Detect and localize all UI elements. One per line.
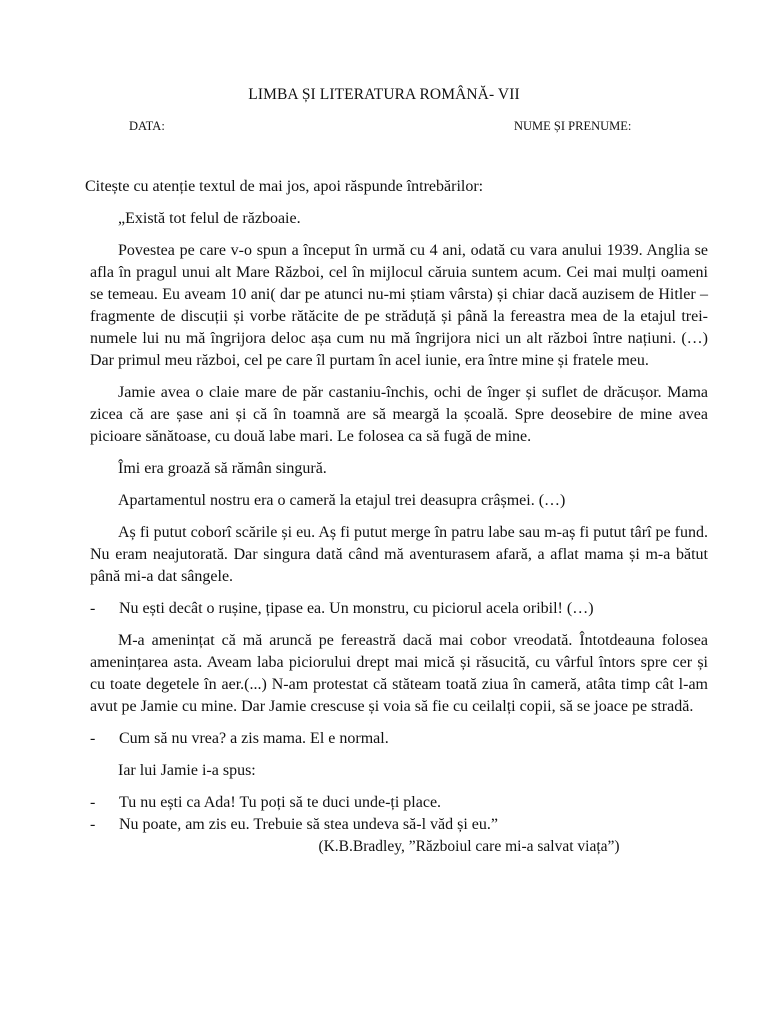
paragraph: Îmi era groază să rămân singură. [118, 460, 327, 477]
page-title: LIMBA ȘI LITERATURA ROMÂNĂ- VII [248, 86, 520, 103]
date-label: DATA: [129, 119, 165, 133]
paragraph: Apartamentul nostru era o cameră la etajul trei deasupra crâșmei. (…) [118, 492, 566, 509]
dialogue-line: - Tu nu ești ca Ada! Tu poți să te duci unde-ți place. [90, 792, 708, 814]
reading-text [85, 176, 708, 858]
paragraph: „Există tot felul de războaie. [118, 210, 301, 227]
dialogue-line: - Cum să nu vrea? a zis mama. El e normal. [90, 728, 708, 750]
paragraph: Jamie avea o claie mare de păr castaniu-închis, ochi de înger și suflet de drăcușor. Mama zicea că are șase ani și că în toamnă are să meargă la școală. Spre deosebire de mine avea picioare sănătoase, cu două labe mari. Le folosea ca să fugă de mine. [90, 384, 708, 445]
instructions: Citește cu atenție textul de mai jos, apoi răspunde întrebărilor: [85, 178, 484, 195]
dialogue-line: - Nu poate, am zis eu. Trebuie să stea undeva să-l văd și eu.” [90, 814, 708, 836]
source-citation: (K.B.Bradley, ”Războiul care mi-a salvat viața”) [318, 838, 620, 855]
name-label: NUME ȘI PRENUME: [514, 119, 632, 133]
dialogue-line: - Nu ești decât o rușine, țipase ea. Un monstru, cu piciorul acela oribil! (…) [90, 598, 708, 620]
paragraph: Aș fi putut coborî scările și eu. Aș fi putut merge în patru labe sau m-aș fi putut târî pe fund. Nu eram neajutorată. Dar singura dată când mă aventurasem afară, a aflat mama și m-a bătut până mi-a dat sângele. [90, 524, 708, 585]
paragraph: M-a amenințat că mă aruncă pe fereastră dacă mai cobor vreodată. Întotdeauna folosea amenințarea asta. Aveam laba piciorului drept mai mică și răsucită, cu vârful întors spre cer și cu toate degetele în aer.(...) N-am protestat că stăteam toată ziua în cameră, atâta timp cât l-am avut pe Jamie cu mine. Dar Jamie crescuse și voia să fie cu ceilalți copii, să se joace pe stradă. [90, 632, 708, 715]
paragraph: Iar lui Jamie i-a spus: [118, 762, 256, 779]
paragraph: Povestea pe care v-o spun a început în urmă cu 4 ani, odată cu vara anului 1939. Anglia se afla în pragul unui alt Mare Război, cel în mijlocul căruia suntem acum. Cei mai mulți oameni se temeau. Eu aveam 10 ani( dar pe atunci nu-mi știam vârsta) și chiar dacă auzisem de Hitler – fragmente de discuții și vorbe rătăcite de pe străduță și până la fereastra mea de la etajul trei- numele lui nu mă îngrijora deloc așa cum nu mă îngrijora nici un alt război între națiuni. (…) Dar primul meu război, cel pe care îl purtam în acel iunie, era între mine și fratele meu. [90, 242, 708, 369]
